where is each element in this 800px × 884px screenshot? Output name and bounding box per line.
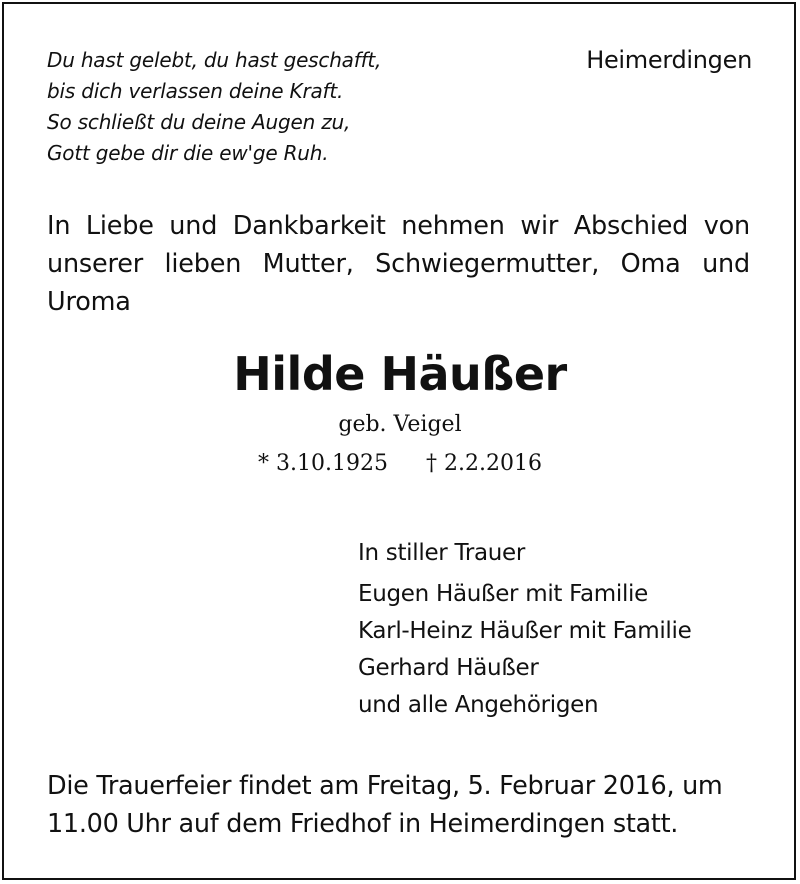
place-name: Heimerdingen [586, 46, 752, 74]
mourners-heading: In stiller Trauer [358, 540, 526, 566]
poem-line: Du hast gelebt, du hast geschafft, [47, 48, 382, 72]
maiden-name: geb. Veigel [338, 412, 462, 437]
life-dates [0, 448, 800, 480]
mourners-block [358, 535, 691, 724]
mourner-entry: Eugen Häußer mit Familie [358, 581, 648, 607]
intro-text: In Liebe und Dankbarkeit nehmen wir Abschied von unserer lieben Mutter, Schwiegermutter, Oma und Uroma [47, 211, 750, 317]
poem-line: So schließt du deine Augen zu, [47, 110, 351, 134]
poem [47, 45, 381, 169]
mourner-entry: Karl-Heinz Häußer mit Familie [358, 618, 692, 644]
birth-date: * 3.10.1925 [258, 451, 388, 476]
mourner-entry: Gerhard Häußer [358, 655, 539, 681]
deceased-name: Hilde Häußer [233, 347, 567, 401]
death-date: † 2.2.2016 [426, 451, 542, 476]
poem-line: bis dich verlassen deine Kraft. [47, 79, 344, 103]
funeral-notice: Die Trauerfeier findet am Freitag, 5. Februar 2016, um 11.00 Uhr auf dem Friedhof in Heimerdingen statt. [47, 771, 723, 839]
poem-line: Gott gebe dir die ew'ge Ruh. [47, 141, 329, 165]
mourner-entry: und alle Angehörigen [358, 692, 599, 718]
